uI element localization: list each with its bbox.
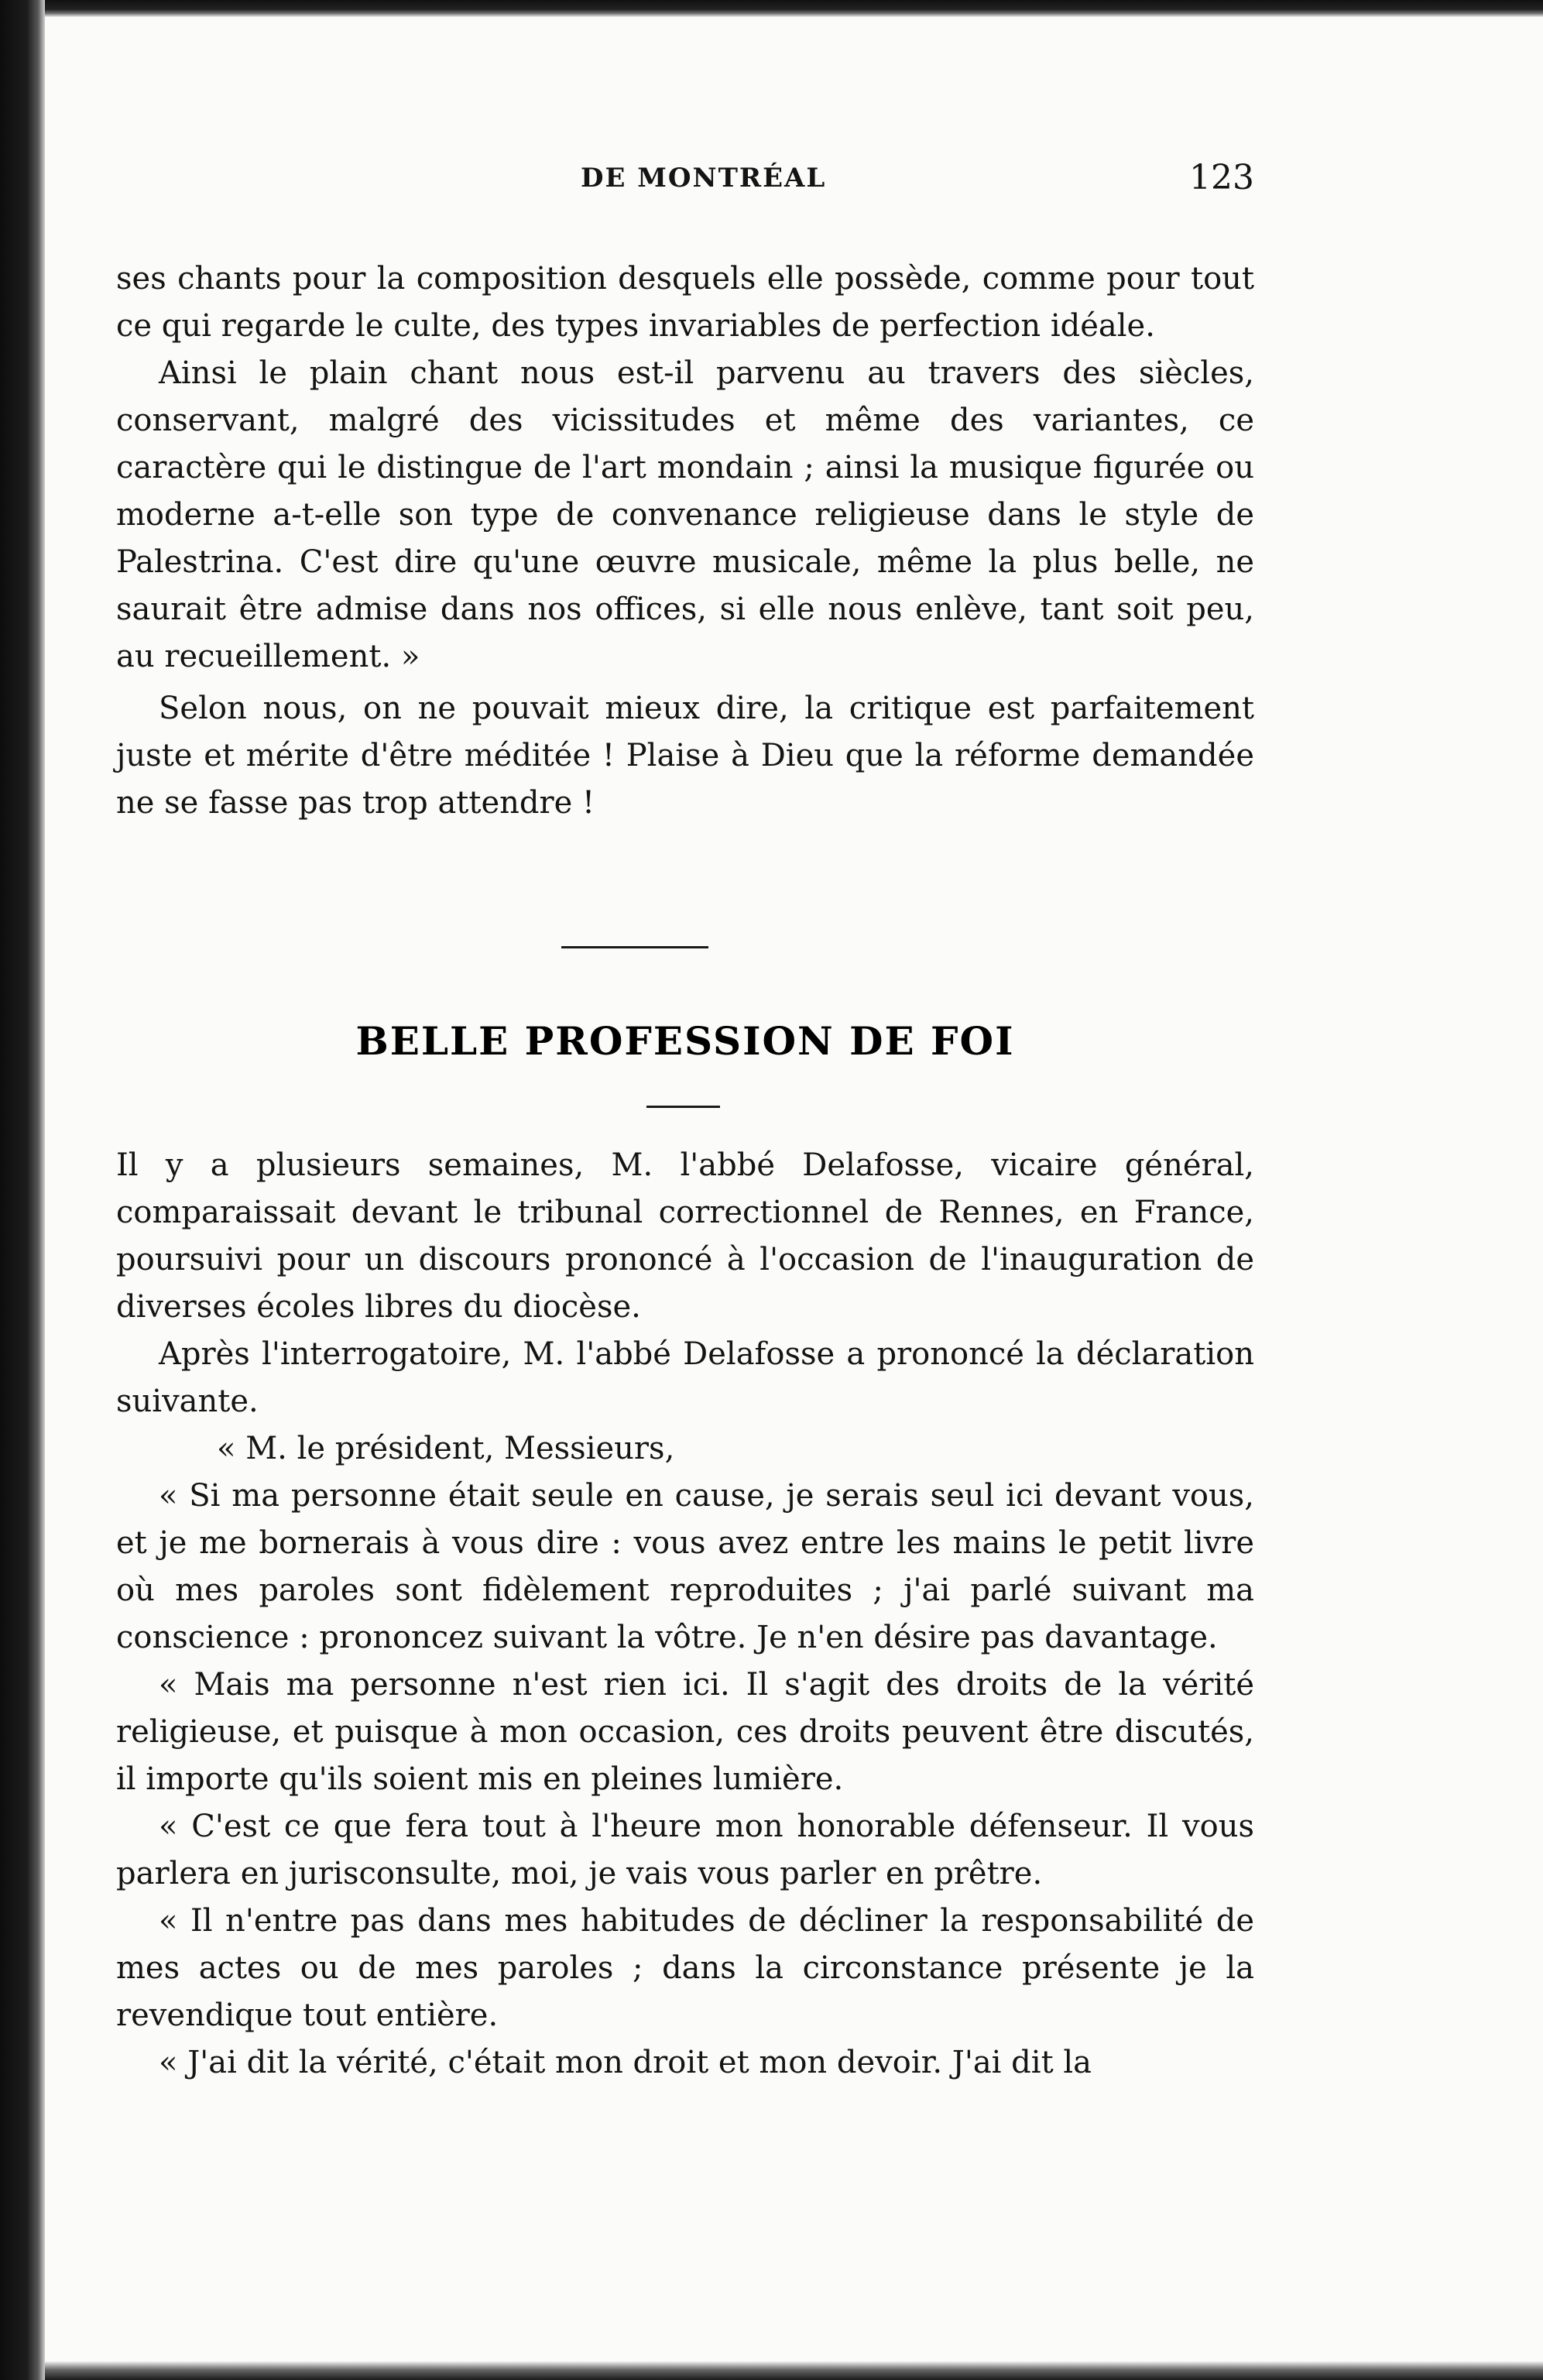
title-underline-rule — [646, 1106, 720, 1108]
second-section — [116, 1142, 1254, 2087]
paragraph: « C'est ce que fera tout à l'heure mon honorable défenseur. Il vous parlera en jurisconsulte, moi, je vais vous parler en prêtre. — [116, 1809, 1254, 1891]
bottom-scan-edge — [45, 2361, 1543, 2380]
salutation: « M. le président, Messieurs, — [217, 1431, 675, 1466]
paragraph: Selon nous, on ne pouvait mieux dire, la critique est parfaitement juste et mérite d'être méditée ! Plaise à Dieu que la réforme demandée ne se fasse pas trop attendre ! — [116, 691, 1254, 821]
first-section — [116, 255, 1254, 827]
section-divider-rule — [561, 946, 708, 948]
paragraph: Ainsi le plain chant nous est-il parvenu au travers des siècles, conservant, malgré des vicissitudes et même des variantes, ce caractère qui le distingue de l'art mondain ; ainsi la musique figurée ou moderne a-t-elle son type de convenance religieuse dans le style de Palestrina. C'est dire qu'une œuvre musicale, même la plus belle, ne saurait être admise dans nos offices, si elle nous enlève, tant soit peu, au recueillement. » — [116, 355, 1254, 674]
paragraph: ses chants pour la composition desquels elle possède, comme pour tout ce qui regarde le culte, des types invariables de perfection idéale. — [116, 261, 1254, 344]
paragraph: « Si ma personne était seule en cause, je serais seul ici devant vous, et je me bornerais à vous dire : vous avez entre les mains le petit livre où mes paroles sont fidèlement reproduites ; j'ai parlé suivant ma conscience : prononcez suivant la vôtre. Je n'en désire pas davantage. — [116, 1478, 1254, 1655]
page-header — [116, 158, 1254, 209]
page-number: 123 — [1189, 158, 1254, 197]
paragraph: Après l'interrogatoire, M. l'abbé Delafosse a prononcé la déclaration suivante. — [116, 1336, 1254, 1419]
paragraph: Il y a plusieurs semaines, M. l'abbé Delafosse, vicaire général, comparaissait devant le tribunal correctionnel de Rennes, en France, poursuivi pour un discours prononcé à l'occasion de l'inauguration de diverses écoles libres du diocèse. — [116, 1147, 1254, 1325]
section-title: BELLE PROFESSION DE FOI — [355, 1018, 1015, 1064]
top-scan-edge — [45, 0, 1543, 17]
paragraph: « Mais ma personne n'est rien ici. Il s'agit des droits de la vérité religieuse, et puisque à mon occasion, ces droits peuvent être discutés, il importe qu'ils soient mis en pleines lumière. — [116, 1667, 1254, 1797]
running-head: DE MONTRÉAL — [581, 163, 827, 194]
paragraph: « J'ai dit la vérité, c'était mon droit et mon devoir. J'ai dit la — [159, 2045, 1092, 2080]
paragraph: « Il n'entre pas dans mes habitudes de décliner la responsabilité de mes actes ou de mes paroles ; dans la circonstance présente je la revendique tout entière. — [116, 1903, 1254, 2033]
book-spine-shadow — [0, 0, 45, 2380]
